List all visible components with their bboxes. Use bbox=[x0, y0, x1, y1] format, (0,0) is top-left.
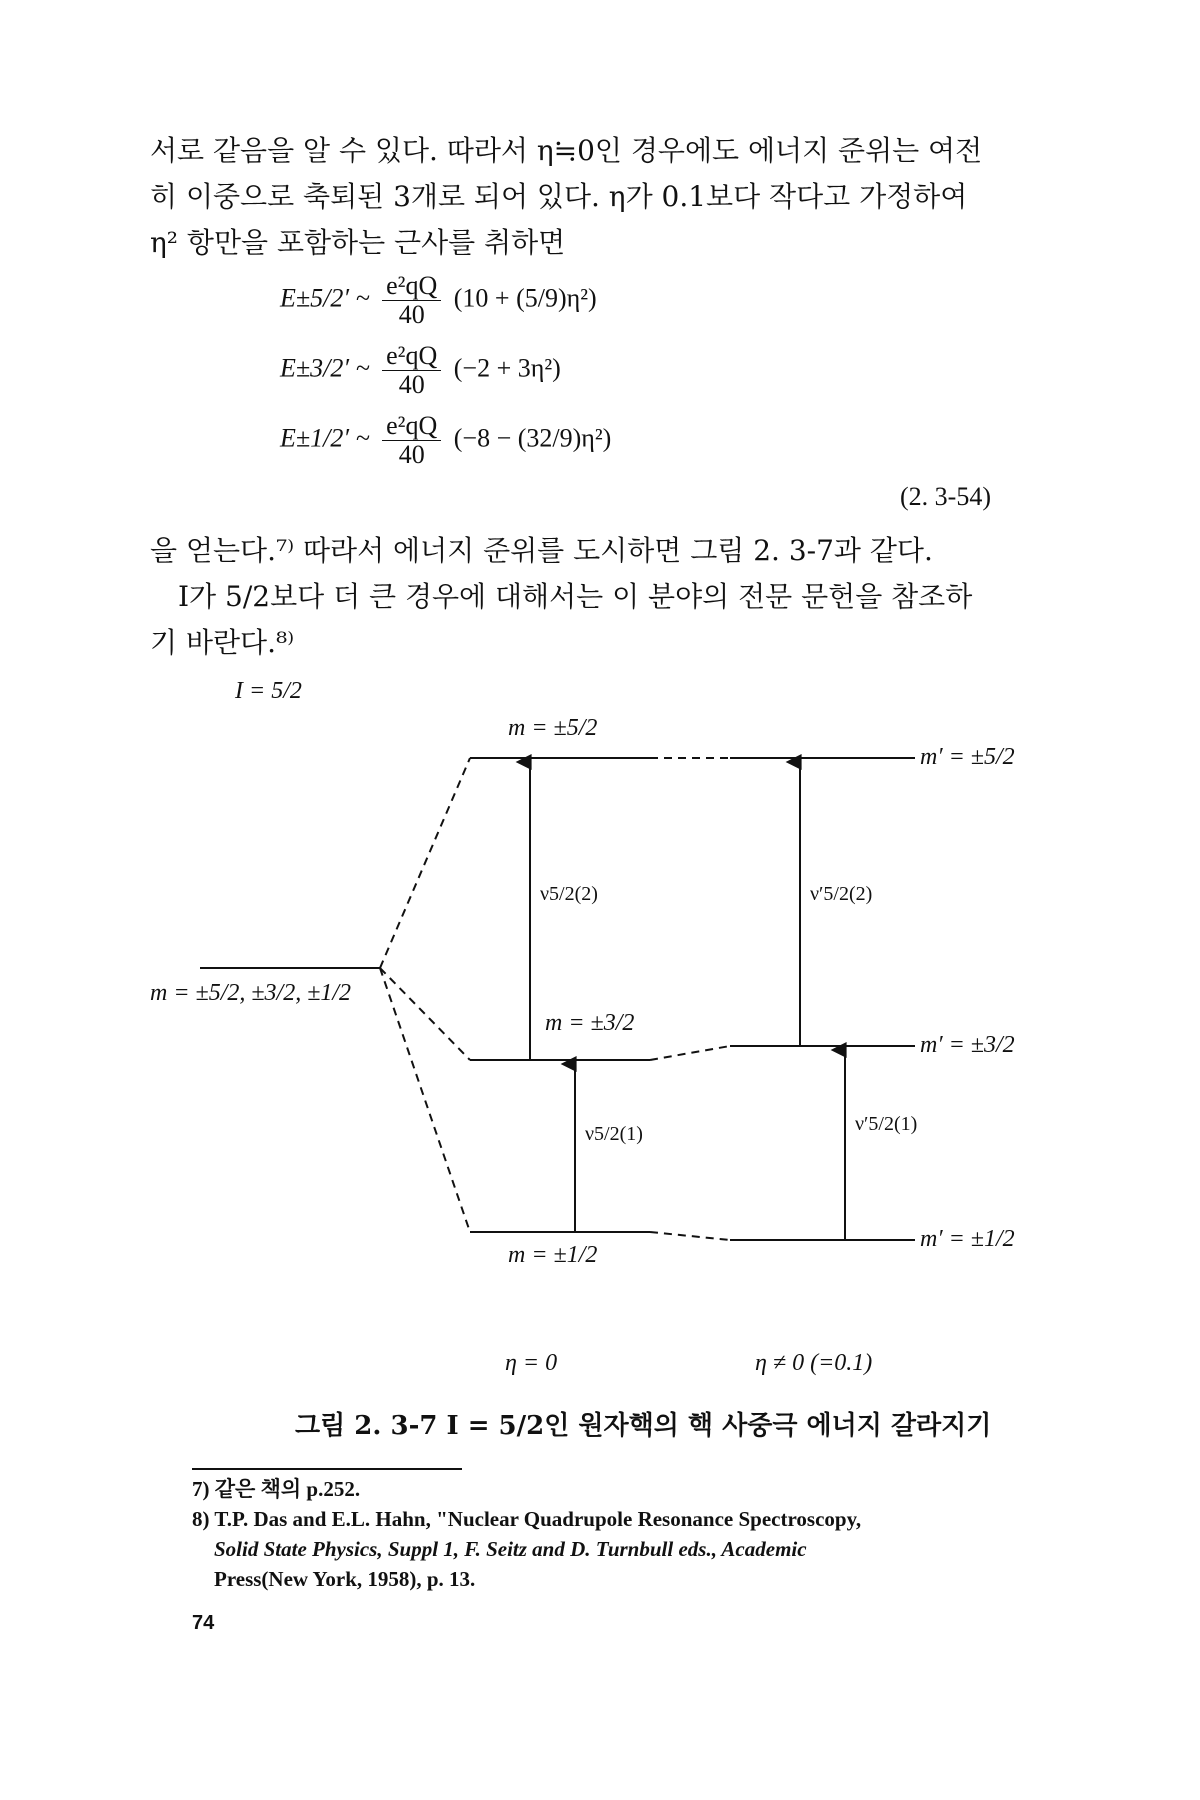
eta-nonzero-label: η ≠ 0 (=0.1) bbox=[755, 1350, 873, 1376]
right-level-label-3-2: m′ = ±3/2 bbox=[920, 1032, 1015, 1058]
transition-label-right-1: ν′5/2(1) bbox=[855, 1113, 918, 1135]
equation-2-numerator: e²qQ bbox=[382, 342, 441, 371]
transition-label-left-2: ν5/2(2) bbox=[540, 883, 598, 905]
left-level-label-5-2: m = ±5/2 bbox=[508, 715, 598, 741]
eta-zero-label: η = 0 bbox=[505, 1350, 558, 1376]
equation-3-bracket: (−8 − (32/9)η²) bbox=[453, 423, 612, 453]
left-level-label-1-2: m = ±1/2 bbox=[508, 1242, 598, 1268]
paragraph-2-line-2: I가 5/2보다 더 큰 경우에 대해서는 이 분야의 전문 문헌을 참조하 bbox=[178, 580, 973, 613]
paragraph-1-line-2: 히 이중으로 축퇴된 3개로 되어 있다. η가 0.1보다 작다고 가정하여 bbox=[150, 180, 968, 213]
figure-caption: 그림 2. 3-7 I = 5/2인 원자핵의 핵 사중극 에너지 갈라지기 bbox=[295, 1411, 992, 1441]
equation-3-lhs: E±1/2′ ~ bbox=[280, 423, 370, 453]
equation-3-numerator: e²qQ bbox=[382, 412, 441, 441]
equation-number: (2. 3-54) bbox=[900, 482, 991, 511]
equation-1-numerator: e²qQ bbox=[382, 272, 441, 301]
left-level-label-3-2: m = ±3/2 bbox=[545, 1010, 635, 1036]
right-level-label-5-2: m′ = ±5/2 bbox=[920, 744, 1015, 770]
footnote-rule bbox=[192, 1468, 462, 1470]
energy-level-diagram bbox=[0, 640, 1200, 1400]
page-number: 74 bbox=[192, 1612, 215, 1634]
footnote-7: 7) 같은 책의 p.252. bbox=[192, 1477, 361, 1501]
transition-label-left-1: ν5/2(1) bbox=[585, 1123, 643, 1145]
right-level-label-1-2: m′ = ±1/2 bbox=[920, 1226, 1015, 1252]
split-dash-lower bbox=[380, 968, 470, 1232]
footnote-8-line-1: 8) T.P. Das and E.L. Hahn, "Nuclear Quadrupole Resonance Spectroscopy, bbox=[192, 1507, 862, 1531]
equation-3 bbox=[280, 412, 611, 469]
paragraph-2-line-3: 기 바란다.⁸⁾ bbox=[150, 626, 295, 659]
footnote-8-line-2: Solid State Physics, Suppl 1, F. Seitz and D. Turnbull eds., Academic bbox=[214, 1537, 807, 1561]
connector-1-2 bbox=[650, 1232, 730, 1240]
degenerate-label: m = ±5/2, ±3/2, ±1/2 bbox=[150, 980, 352, 1006]
paragraph-1 bbox=[150, 128, 1060, 266]
split-dash-upper bbox=[380, 758, 470, 968]
paragraph-1-line-1: 서로 같음을 알 수 있다. 따라서 η≒0인 경우에도 에너지 준위는 여전 bbox=[150, 134, 983, 167]
equation-1-bracket: (10 + (5/9)η²) bbox=[453, 283, 597, 313]
equation-1-denominator: 40 bbox=[398, 300, 425, 329]
spin-label: I = 5/2 bbox=[235, 678, 302, 704]
equation-2-denominator: 40 bbox=[398, 370, 425, 399]
equation-1 bbox=[280, 272, 597, 329]
footnote-8-line-3: Press(New York, 1958), p. 13. bbox=[214, 1567, 476, 1591]
equation-2-lhs: E±3/2′ ~ bbox=[280, 353, 370, 383]
split-dash-middle bbox=[380, 968, 470, 1060]
equation-2 bbox=[280, 342, 561, 399]
connector-3-2 bbox=[650, 1046, 730, 1060]
equation-2-bracket: (−2 + 3η²) bbox=[453, 353, 561, 383]
equation-1-lhs: E±5/2′ ~ bbox=[280, 283, 370, 313]
paragraph-1-line-3: η² 항만을 포함하는 근사를 취하면 bbox=[150, 226, 566, 259]
equation-3-denominator: 40 bbox=[398, 440, 425, 469]
footnotes bbox=[192, 1474, 1062, 1594]
paragraph-2-line-1: 을 얻는다.⁷⁾ 따라서 에너지 준위를 도시하면 그림 2. 3-7과 같다. bbox=[150, 534, 933, 567]
transition-label-right-2: ν′5/2(2) bbox=[810, 883, 873, 905]
